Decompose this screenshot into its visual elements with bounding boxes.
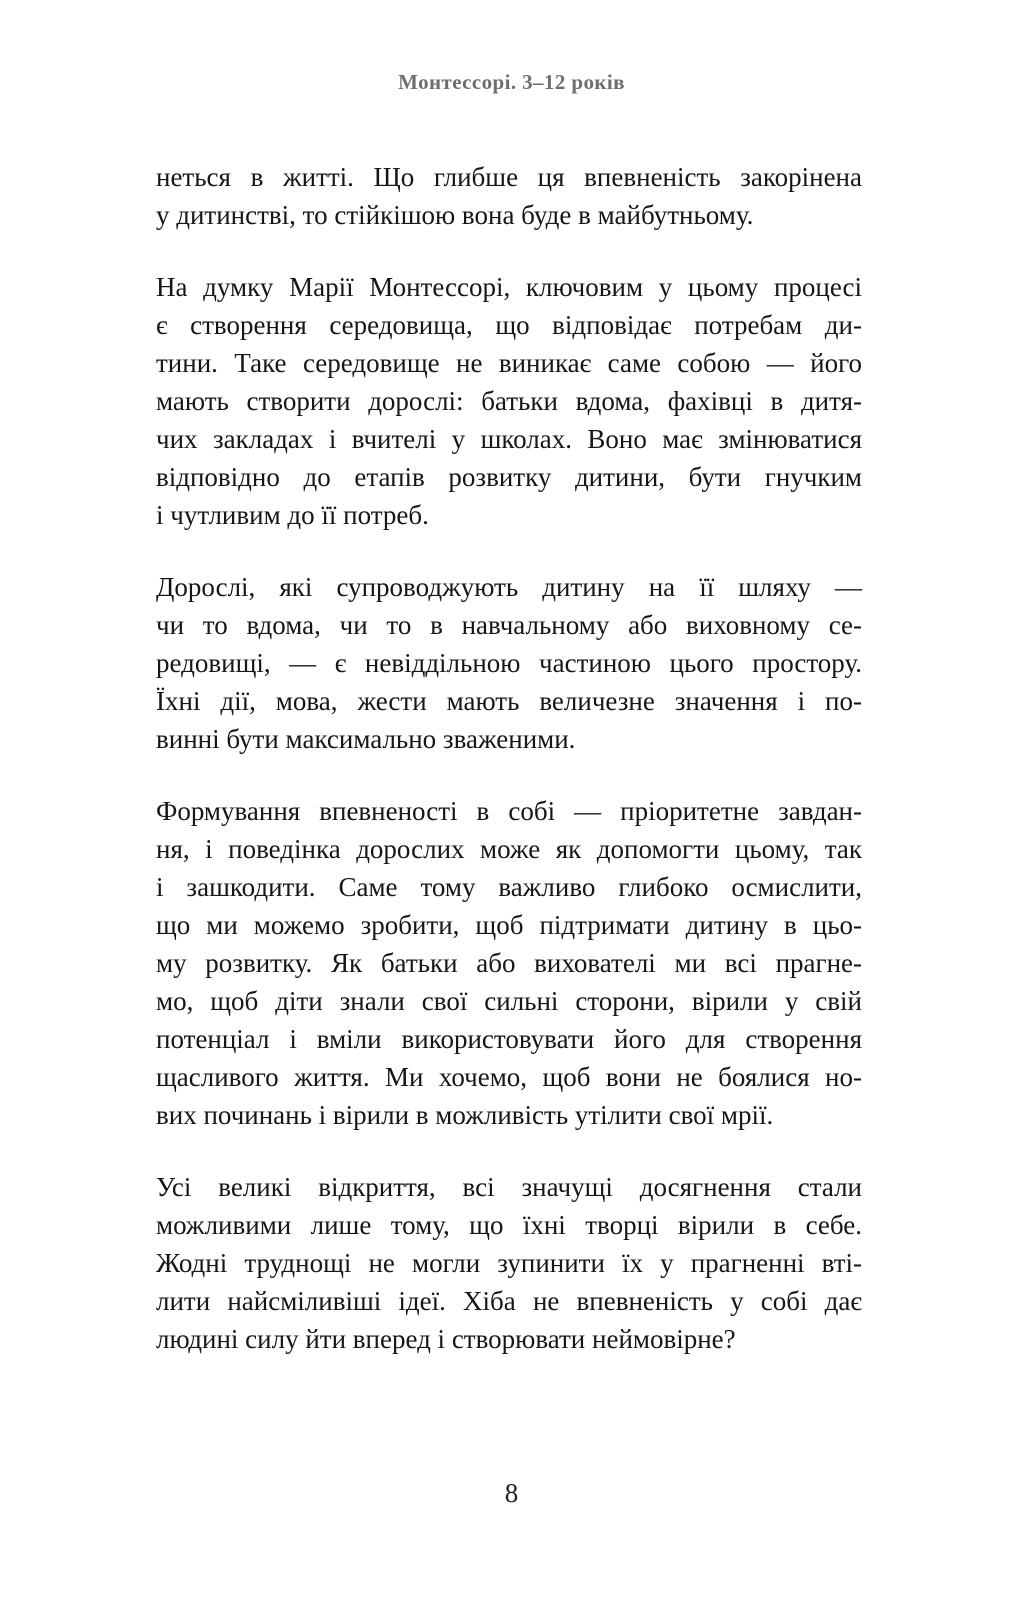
text-line: лити найсміливіші ідеї. Хіба не впевненість у собі дає [156, 1286, 862, 1316]
text-line: винні бути максимально зваженими. [156, 724, 576, 754]
text-line: мо, щоб діти знали свої сильні сторони, вірили у свій [156, 986, 862, 1016]
text-line: чих закладах і вчителі у школах. Воно має змінюватися [156, 424, 862, 454]
paragraph [156, 568, 862, 758]
text-line: неться в житті. Що глибше ця впевненість закорінена [156, 162, 862, 192]
paragraph [156, 792, 862, 1134]
text-line: редовищі, — є невіддільною частиною цього простору. [156, 648, 862, 678]
paragraph [156, 1168, 862, 1358]
text-line: Їхні дії, мова, жести мають величезне значення і по- [156, 686, 862, 716]
text-line: відповідно до етапів розвитку дитини, бути гнучким [156, 462, 862, 492]
text-line: і зашкодити. Саме тому важливо глибоко осмислити, [156, 872, 862, 902]
text-line: потенціал і вміли використовувати його для створення [156, 1024, 862, 1054]
text-line: мають створити дорослі: батьки вдома, фахівці в дитя- [156, 386, 862, 416]
paragraph [156, 268, 862, 534]
text-line: і чутливим до її потреб. [156, 500, 429, 530]
text-line: Формування впевненості в собі — пріоритетне завдан- [156, 796, 862, 826]
text-line: На думку Марії Монтессорі, ключовим у цьому процесі [156, 272, 862, 302]
text-line: Дорослі, які супроводжують дитину на її шляху — [156, 572, 862, 602]
text-line: що ми можемо зробити, щоб підтримати дитину в цьо- [156, 910, 862, 940]
running-head: Монтессорі. 3–12 років [398, 70, 625, 94]
text-line: ня, і поведінка дорослих може як допомогти цьому, так [156, 834, 862, 864]
paragraph [156, 158, 862, 234]
text-line: Усі великі відкриття, всі значущі досягнення стали [156, 1172, 862, 1202]
text-line: Жодні труднощі не могли зупинити їх у прагненні вті- [156, 1248, 862, 1278]
text-line: людині силу йти вперед і створювати неймовірне? [156, 1324, 736, 1354]
page-number: 8 [504, 1478, 519, 1508]
text-line: у дитинстві, то стійкішою вона буде в майбутньому. [156, 200, 754, 230]
text-line: чи то вдома, чи то в навчальному або виховному се- [156, 610, 862, 640]
text-line: щасливого життя. Ми хочемо, щоб вони не боялися но- [156, 1062, 862, 1092]
text-line: му розвитку. Як батьки або вихователі ми всі прагне- [156, 948, 862, 978]
text-line: тини. Таке середовище не виникає саме собою — його [156, 348, 862, 378]
text-line: є створення середовища, що відповідає потребам ди- [156, 310, 862, 340]
text-line: вих починань і вірили в можливість утілити свої мрії. [156, 1100, 774, 1130]
text-line: можливими лише тому, що їхні творці вірили в себе. [156, 1210, 862, 1240]
page-body [156, 158, 862, 1392]
